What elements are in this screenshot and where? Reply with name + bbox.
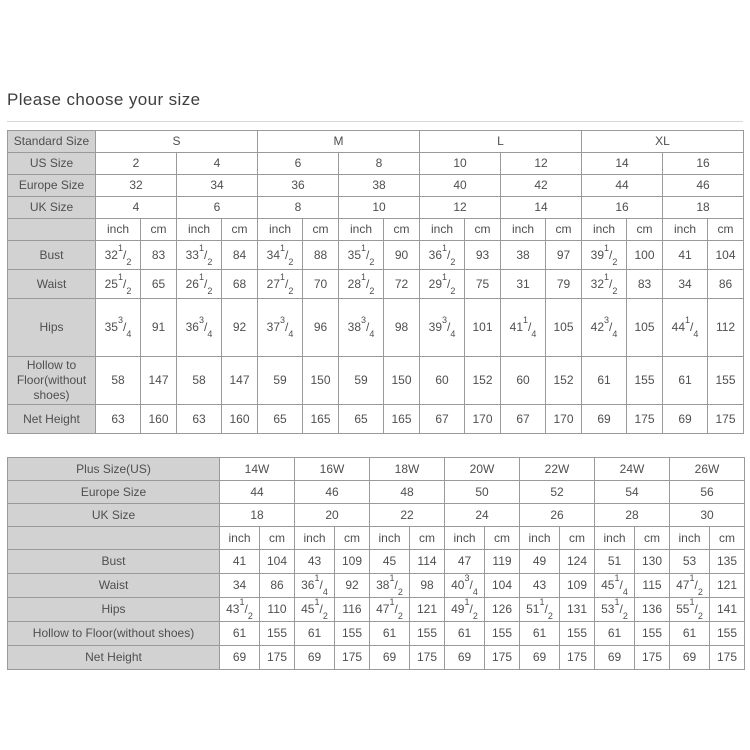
measurement-cell: 160: [141, 405, 177, 434]
measurement-cell: 69: [445, 646, 485, 670]
measurement-cell: 136: [635, 598, 670, 622]
table-row: [8, 481, 745, 504]
size-header-cell: 24: [445, 504, 520, 527]
measurement-cell: $47^1/_2$: [370, 598, 410, 622]
measurement-cell: 165: [303, 405, 339, 434]
measurement-cell: 58: [96, 357, 141, 405]
size-header-cell: 52: [520, 481, 595, 504]
measurement-cell: 58: [177, 357, 222, 405]
size-header-cell: 26W: [670, 458, 745, 481]
title-divider: [7, 121, 743, 122]
page-title: Please choose your size: [7, 90, 201, 109]
measurement-cell: 51: [595, 550, 635, 574]
size-header-cell: 48: [370, 481, 445, 504]
measurement-cell: 104: [260, 550, 295, 574]
measurement-cell: $33^1/_2$: [177, 241, 222, 270]
size-header-cell: XL: [582, 131, 744, 153]
row-label: Bust: [8, 241, 96, 270]
row-label: Net Height: [8, 646, 220, 670]
unit-inch-cell: inch: [595, 527, 635, 550]
unit-cm-cell: cm: [708, 219, 744, 241]
size-header-cell: 16: [663, 153, 744, 175]
measurement-cell: 63: [96, 405, 141, 434]
unit-inch-cell: inch: [96, 219, 141, 241]
measurement-cell: $55^1/_2$: [670, 598, 710, 622]
unit-cm-cell: cm: [485, 527, 520, 550]
measurement-cell: 98: [410, 574, 445, 598]
size-header-cell: 4: [96, 197, 177, 219]
measurement-cell: $49^1/_2$: [445, 598, 485, 622]
row-label: Bust: [8, 550, 220, 574]
measurement-cell: $29^1/_2$: [420, 270, 465, 299]
unit-cm-cell: cm: [635, 527, 670, 550]
measurement-cell: 124: [560, 550, 595, 574]
measurement-cell: 150: [384, 357, 420, 405]
unit-inch-cell: inch: [370, 527, 410, 550]
unit-inch-cell: inch: [663, 219, 708, 241]
size-header-cell: 8: [339, 153, 420, 175]
size-header-cell: 12: [501, 153, 582, 175]
size-header-cell: 20W: [445, 458, 520, 481]
table-row: [8, 574, 745, 598]
size-header-cell: 34: [177, 175, 258, 197]
measurement-cell: 131: [560, 598, 595, 622]
measurement-cell: 93: [465, 241, 501, 270]
measurement-cell: 147: [141, 357, 177, 405]
row-label: Hollow to Floor(without shoes): [8, 622, 220, 646]
size-header-cell: 46: [295, 481, 370, 504]
table-row: [8, 405, 744, 434]
table-row: [8, 622, 745, 646]
measurement-cell: $26^1/_2$: [177, 270, 222, 299]
measurement-cell: 119: [485, 550, 520, 574]
measurement-cell: 61: [595, 622, 635, 646]
unit-cm-cell: cm: [303, 219, 339, 241]
measurement-cell: 155: [410, 622, 445, 646]
measurement-cell: $38^1/_2$: [370, 574, 410, 598]
row-label: Net Height: [8, 405, 96, 434]
measurement-cell: 60: [420, 357, 465, 405]
measurement-cell: 152: [546, 357, 582, 405]
unit-cm-cell: cm: [560, 527, 595, 550]
measurement-cell: 86: [260, 574, 295, 598]
measurement-cell: $47^1/_2$: [670, 574, 710, 598]
size-header-cell: 24W: [595, 458, 670, 481]
row-label: UK Size: [8, 504, 220, 527]
measurement-cell: 104: [485, 574, 520, 598]
measurement-cell: 175: [335, 646, 370, 670]
measurement-cell: 38: [501, 241, 546, 270]
measurement-cell: 90: [384, 241, 420, 270]
size-header-cell: 22: [370, 504, 445, 527]
measurement-cell: 115: [635, 574, 670, 598]
unit-inch-cell: inch: [339, 219, 384, 241]
row-label: UK Size: [8, 197, 96, 219]
measurement-cell: 69: [663, 405, 708, 434]
measurement-cell: 175: [560, 646, 595, 670]
measurement-cell: 43: [520, 574, 560, 598]
measurement-cell: 91: [141, 299, 177, 357]
size-header-cell: 4: [177, 153, 258, 175]
row-label: Plus Size(US): [8, 458, 220, 481]
size-header-cell: 6: [258, 153, 339, 175]
unit-inch-cell: inch: [501, 219, 546, 241]
table-row: [8, 504, 745, 527]
row-label: [8, 219, 96, 241]
measurement-cell: 155: [708, 357, 744, 405]
measurement-cell: 61: [445, 622, 485, 646]
measurement-cell: 83: [627, 270, 663, 299]
table-row: [8, 299, 744, 357]
measurement-cell: 114: [410, 550, 445, 574]
size-header-cell: 44: [220, 481, 295, 504]
row-label: Hips: [8, 598, 220, 622]
measurement-cell: $43^1/_2$: [220, 598, 260, 622]
size-header-cell: 32: [96, 175, 177, 197]
size-header-cell: 46: [663, 175, 744, 197]
measurement-cell: 69: [670, 646, 710, 670]
measurement-cell: $51^1/_2$: [520, 598, 560, 622]
measurement-cell: 69: [582, 405, 627, 434]
unit-cm-cell: cm: [260, 527, 295, 550]
row-label: Europe Size: [8, 481, 220, 504]
size-header-cell: 14W: [220, 458, 295, 481]
table-row: [8, 241, 744, 270]
unit-inch-cell: inch: [445, 527, 485, 550]
measurement-cell: 110: [260, 598, 295, 622]
measurement-cell: 59: [339, 357, 384, 405]
table-row: [8, 270, 744, 299]
measurement-cell: 175: [627, 405, 663, 434]
size-header-cell: 16W: [295, 458, 370, 481]
size-header-cell: S: [96, 131, 258, 153]
measurement-cell: 83: [141, 241, 177, 270]
size-header-cell: 42: [501, 175, 582, 197]
size-header-cell: 44: [582, 175, 663, 197]
table-row: [8, 598, 745, 622]
unit-inch-cell: inch: [670, 527, 710, 550]
measurement-cell: 97: [546, 241, 582, 270]
measurement-cell: $53^1/_2$: [595, 598, 635, 622]
row-label: Europe Size: [8, 175, 96, 197]
measurement-cell: 61: [220, 622, 260, 646]
measurement-cell: 61: [295, 622, 335, 646]
measurement-cell: $28^1/_2$: [339, 270, 384, 299]
measurement-cell: $36^1/_2$: [420, 241, 465, 270]
measurement-cell: 112: [708, 299, 744, 357]
measurement-cell: 72: [384, 270, 420, 299]
size-header-cell: 36: [258, 175, 339, 197]
measurement-cell: 69: [595, 646, 635, 670]
size-header-cell: 10: [420, 153, 501, 175]
table-row: [8, 131, 744, 153]
size-header-cell: 10: [339, 197, 420, 219]
measurement-cell: 104: [708, 241, 744, 270]
measurement-cell: $39^1/_2$: [582, 241, 627, 270]
measurement-cell: 116: [335, 598, 370, 622]
size-header-cell: 40: [420, 175, 501, 197]
measurement-cell: 68: [222, 270, 258, 299]
measurement-cell: 34: [220, 574, 260, 598]
measurement-cell: 86: [708, 270, 744, 299]
size-header-cell: 50: [445, 481, 520, 504]
measurement-cell: 98: [384, 299, 420, 357]
measurement-cell: 61: [520, 622, 560, 646]
measurement-cell: $32^1/_2$: [96, 241, 141, 270]
size-header-cell: 18: [220, 504, 295, 527]
measurement-cell: 59: [258, 357, 303, 405]
unit-inch-cell: inch: [258, 219, 303, 241]
measurement-cell: 101: [465, 299, 501, 357]
measurement-cell: 175: [710, 646, 745, 670]
measurement-cell: 61: [582, 357, 627, 405]
unit-cm-cell: cm: [710, 527, 745, 550]
size-header-cell: 30: [670, 504, 745, 527]
measurement-cell: 100: [627, 241, 663, 270]
measurement-cell: $25^1/_2$: [96, 270, 141, 299]
measurement-cell: 45: [370, 550, 410, 574]
measurement-cell: $35^1/_2$: [339, 241, 384, 270]
measurement-cell: 88: [303, 241, 339, 270]
measurement-cell: 155: [485, 622, 520, 646]
measurement-cell: $42^3/_4$: [582, 299, 627, 357]
unit-inch-cell: inch: [420, 219, 465, 241]
measurement-cell: $27^1/_2$: [258, 270, 303, 299]
measurement-cell: 67: [420, 405, 465, 434]
unit-cm-cell: cm: [465, 219, 501, 241]
table-row: [8, 458, 745, 481]
table-row: [8, 357, 744, 405]
measurement-cell: 69: [520, 646, 560, 670]
measurement-cell: 65: [141, 270, 177, 299]
size-header-cell: 54: [595, 481, 670, 504]
measurement-cell: $38^3/_4$: [339, 299, 384, 357]
size-header-cell: M: [258, 131, 420, 153]
measurement-cell: 155: [335, 622, 370, 646]
measurement-cell: $35^3/_4$: [96, 299, 141, 357]
table-row: [8, 646, 745, 670]
unit-cm-cell: cm: [546, 219, 582, 241]
measurement-cell: 65: [258, 405, 303, 434]
unit-cm-cell: cm: [141, 219, 177, 241]
measurement-cell: 175: [708, 405, 744, 434]
size-tables: [7, 130, 743, 670]
measurement-cell: 61: [370, 622, 410, 646]
measurement-cell: 135: [710, 550, 745, 574]
size-header-cell: 16: [582, 197, 663, 219]
measurement-cell: $41^1/_4$: [501, 299, 546, 357]
measurement-cell: 79: [546, 270, 582, 299]
measurement-cell: 105: [627, 299, 663, 357]
measurement-cell: $36^3/_4$: [177, 299, 222, 357]
measurement-cell: 53: [670, 550, 710, 574]
table-row: [8, 175, 744, 197]
size-header-cell: 8: [258, 197, 339, 219]
measurement-cell: 165: [384, 405, 420, 434]
measurement-cell: $40^3/_4$: [445, 574, 485, 598]
measurement-cell: 155: [260, 622, 295, 646]
size-header-cell: 28: [595, 504, 670, 527]
measurement-cell: 67: [501, 405, 546, 434]
measurement-cell: 175: [485, 646, 520, 670]
size-header-cell: 22W: [520, 458, 595, 481]
measurement-cell: $44^1/_4$: [663, 299, 708, 357]
size-header-cell: 56: [670, 481, 745, 504]
size-header-cell: 18W: [370, 458, 445, 481]
measurement-cell: 121: [710, 574, 745, 598]
table-row: [8, 550, 745, 574]
size-header-cell: 20: [295, 504, 370, 527]
row-label: Hollow to Floor(without shoes): [8, 357, 96, 405]
measurement-cell: 41: [220, 550, 260, 574]
size-header-cell: 18: [663, 197, 744, 219]
unit-cm-cell: cm: [410, 527, 445, 550]
measurement-cell: 69: [220, 646, 260, 670]
size-header-cell: 38: [339, 175, 420, 197]
measurement-cell: 65: [339, 405, 384, 434]
unit-cm-cell: cm: [627, 219, 663, 241]
measurement-cell: 69: [370, 646, 410, 670]
measurement-cell: 126: [485, 598, 520, 622]
measurement-cell: 130: [635, 550, 670, 574]
measurement-cell: $36^1/_4$: [295, 574, 335, 598]
measurement-cell: 92: [222, 299, 258, 357]
table-row: [8, 153, 744, 175]
row-label: [8, 527, 220, 550]
measurement-cell: $32^1/_2$: [582, 270, 627, 299]
unit-cm-cell: cm: [222, 219, 258, 241]
measurement-cell: 49: [520, 550, 560, 574]
measurement-cell: 150: [303, 357, 339, 405]
measurement-cell: $37^3/_4$: [258, 299, 303, 357]
plus-size-table: [7, 457, 745, 670]
measurement-cell: 155: [635, 622, 670, 646]
measurement-cell: 41: [663, 241, 708, 270]
row-label: Standard Size: [8, 131, 96, 153]
row-label: Waist: [8, 574, 220, 598]
measurement-cell: 34: [663, 270, 708, 299]
measurement-cell: 63: [177, 405, 222, 434]
size-header-cell: 14: [582, 153, 663, 175]
unit-row: [8, 219, 744, 241]
measurement-cell: 155: [710, 622, 745, 646]
size-header-cell: 26: [520, 504, 595, 527]
size-header-cell: 14: [501, 197, 582, 219]
measurement-cell: 47: [445, 550, 485, 574]
measurement-cell: $39^3/_4$: [420, 299, 465, 357]
measurement-cell: 61: [670, 622, 710, 646]
size-header-cell: L: [420, 131, 582, 153]
measurement-cell: $45^1/_2$: [295, 598, 335, 622]
measurement-cell: 60: [501, 357, 546, 405]
unit-cm-cell: cm: [335, 527, 370, 550]
unit-inch-cell: inch: [582, 219, 627, 241]
unit-inch-cell: inch: [220, 527, 260, 550]
measurement-cell: 155: [627, 357, 663, 405]
measurement-cell: $45^1/_4$: [595, 574, 635, 598]
measurement-cell: $34^1/_2$: [258, 241, 303, 270]
measurement-cell: 121: [410, 598, 445, 622]
measurement-cell: 61: [663, 357, 708, 405]
size-header-cell: 12: [420, 197, 501, 219]
unit-row: [8, 527, 745, 550]
measurement-cell: 70: [303, 270, 339, 299]
measurement-cell: 109: [335, 550, 370, 574]
row-label: Waist: [8, 270, 96, 299]
size-header-cell: 2: [96, 153, 177, 175]
measurement-cell: 69: [295, 646, 335, 670]
measurement-cell: 109: [560, 574, 595, 598]
measurement-cell: 170: [546, 405, 582, 434]
measurement-cell: 152: [465, 357, 501, 405]
row-label: Hips: [8, 299, 96, 357]
row-label: US Size: [8, 153, 96, 175]
measurement-cell: 141: [710, 598, 745, 622]
measurement-cell: 170: [465, 405, 501, 434]
measurement-cell: 147: [222, 357, 258, 405]
measurement-cell: 105: [546, 299, 582, 357]
measurement-cell: 175: [635, 646, 670, 670]
measurement-cell: 75: [465, 270, 501, 299]
unit-inch-cell: inch: [520, 527, 560, 550]
unit-inch-cell: inch: [177, 219, 222, 241]
measurement-cell: 84: [222, 241, 258, 270]
measurement-cell: 155: [560, 622, 595, 646]
measurement-cell: 31: [501, 270, 546, 299]
measurement-cell: 43: [295, 550, 335, 574]
measurement-cell: 160: [222, 405, 258, 434]
unit-inch-cell: inch: [295, 527, 335, 550]
measurement-cell: 96: [303, 299, 339, 357]
standard-size-table: [7, 130, 744, 434]
unit-cm-cell: cm: [384, 219, 420, 241]
measurement-cell: 175: [260, 646, 295, 670]
table-row: [8, 197, 744, 219]
measurement-cell: 175: [410, 646, 445, 670]
size-header-cell: 6: [177, 197, 258, 219]
measurement-cell: 92: [335, 574, 370, 598]
